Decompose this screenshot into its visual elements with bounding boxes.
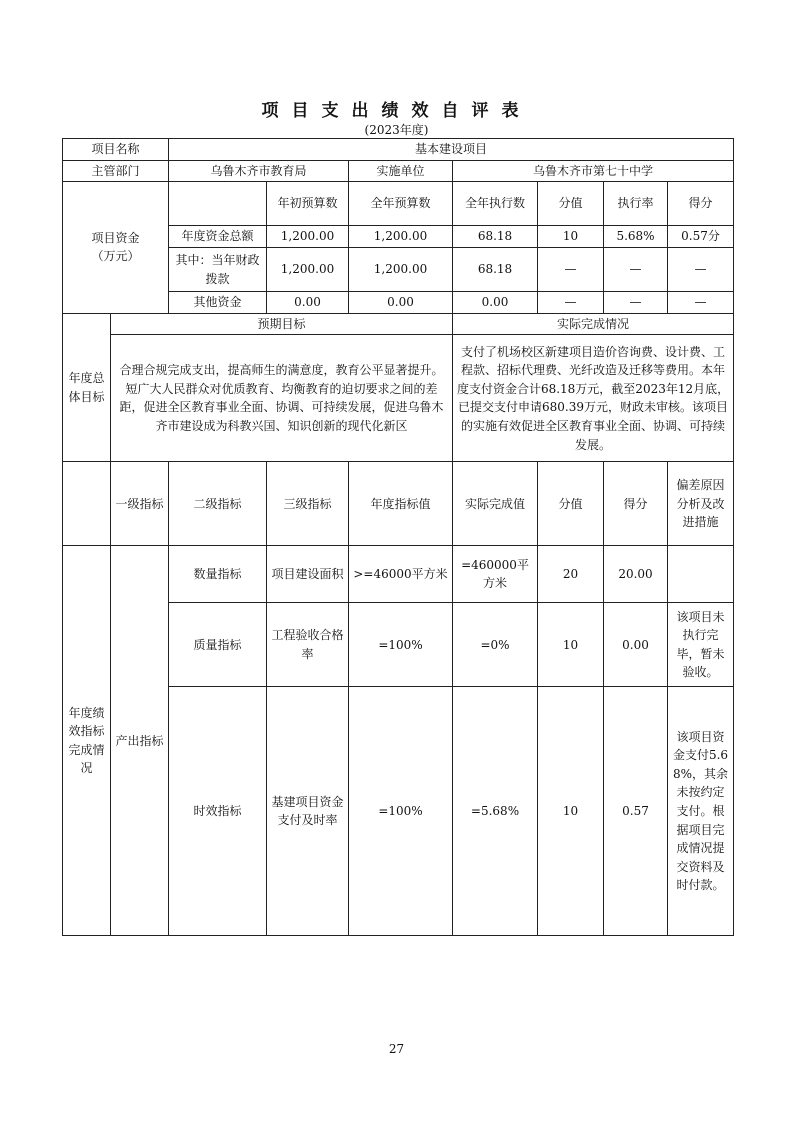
funds-cell: 10 bbox=[538, 226, 604, 248]
dept-value: 乌鲁木齐市教育局 bbox=[169, 160, 349, 182]
indicator-score-max: 10 bbox=[538, 687, 604, 936]
funds-row-name: 其他资金 bbox=[169, 292, 267, 314]
indicator-header-score: 得分 bbox=[604, 462, 668, 546]
funds-cell: 1,200.00 bbox=[349, 226, 453, 248]
indicator-note: 该项目未执行完毕，暂未验收。 bbox=[668, 603, 734, 687]
indicator-level1: 产出指标 bbox=[111, 546, 169, 936]
funds-header-score-max: 分值 bbox=[538, 182, 604, 226]
project-name-label: 项目名称 bbox=[63, 139, 169, 161]
funds-cell: 1,200.00 bbox=[267, 248, 349, 292]
indicator-header-level3: 三级指标 bbox=[267, 462, 349, 546]
report-year: (2023年度) bbox=[364, 123, 429, 137]
indicator-note bbox=[668, 546, 734, 603]
indicator-header-level2: 二级指标 bbox=[169, 462, 267, 546]
funds-row-name: 其中：当年财政拨款 bbox=[169, 248, 267, 292]
impl-unit-value: 乌鲁木齐市第七十中学 bbox=[453, 160, 734, 182]
indicator-actual: =5.68% bbox=[453, 687, 538, 936]
funds-cell: — bbox=[538, 248, 604, 292]
goals-actual-header: 实际完成情况 bbox=[453, 313, 734, 335]
indicator-target: =100% bbox=[349, 603, 453, 687]
project-name-value: 基本建设项目 bbox=[169, 139, 734, 161]
indicator-note: 该项目资金支付5.68%，其余未按约定支付。根据项目完成情况提交资料及时付款。 bbox=[668, 687, 734, 936]
indicator-level2: 数量指标 bbox=[169, 546, 267, 603]
indicator-header-deviation: 偏差原因分析及改进措施 bbox=[668, 462, 734, 546]
indicator-target: >=46000平方米 bbox=[349, 546, 453, 603]
funds-cell: — bbox=[604, 248, 668, 292]
indicator-header-blank bbox=[63, 462, 111, 546]
funds-cell: — bbox=[668, 292, 734, 314]
indicator-score: 0.57 bbox=[604, 687, 668, 936]
page-title: 项目支出绩效自评表 bbox=[261, 101, 532, 121]
indicator-actual: =460000平方米 bbox=[453, 546, 538, 603]
indicator-header-score-max: 分值 bbox=[538, 462, 604, 546]
goals-actual-text: 支付了机场校区新建项目造价咨询费、设计费、工程款、招标代理费、光纤改造及迁移等费用。本年度支付资金合计68.18万元，截至2023年12月底，已提交支付申请680.39万元，财政未审核。该项目的实施有效促进全区教育事业全面、协调、可持续发展。 bbox=[453, 335, 734, 462]
indicator-level2: 质量指标 bbox=[169, 603, 267, 687]
funds-cell: 0.00 bbox=[349, 292, 453, 314]
indicator-header-actual: 实际完成值 bbox=[453, 462, 538, 546]
goals-expected-text: 合理合规完成支出，提高师生的满意度，教育公平显著提升。短广大人民群众对优质教育、均衡教育的迫切要求之间的差距，促进全区教育事业全面、协调、可持续发展，促进乌鲁木齐市建设成为科教兴国、知识创新的现代化新区 bbox=[111, 335, 453, 462]
funds-cell: 0.57分 bbox=[668, 226, 734, 248]
indicator-score-max: 10 bbox=[538, 603, 604, 687]
indicator-actual: =0% bbox=[453, 603, 538, 687]
indicator-header-level1: 一级指标 bbox=[111, 462, 169, 546]
indicator-level3: 工程验收合格率 bbox=[267, 603, 349, 687]
funds-header-executed: 全年执行数 bbox=[453, 182, 538, 226]
funds-header-annual: 全年预算数 bbox=[349, 182, 453, 226]
funds-cell: 0.00 bbox=[267, 292, 349, 314]
indicators-section-label: 年度绩效指标完成情况 bbox=[63, 546, 111, 936]
funds-row-name: 年度资金总额 bbox=[169, 226, 267, 248]
funds-cell: 5.68% bbox=[604, 226, 668, 248]
funds-cell: 68.18 bbox=[453, 248, 538, 292]
funds-cell: — bbox=[668, 248, 734, 292]
indicator-header-target: 年度指标值 bbox=[349, 462, 453, 546]
impl-unit-label: 实施单位 bbox=[349, 160, 453, 182]
funds-cell: 1,200.00 bbox=[267, 226, 349, 248]
dept-label: 主管部门 bbox=[63, 160, 169, 182]
goals-label: 年度总体目标 bbox=[63, 313, 111, 462]
page-number: 27 bbox=[388, 1042, 405, 1056]
funds-header-blank bbox=[169, 182, 267, 226]
indicator-level3: 基建项目资金支付及时率 bbox=[267, 687, 349, 936]
funds-header-initial: 年初预算数 bbox=[267, 182, 349, 226]
indicator-score: 20.00 bbox=[604, 546, 668, 603]
indicator-level3: 项目建设面积 bbox=[267, 546, 349, 603]
funds-cell: — bbox=[604, 292, 668, 314]
funds-label: 项目资金 （万元） bbox=[63, 182, 169, 314]
indicator-target: =100% bbox=[349, 687, 453, 936]
performance-table bbox=[62, 138, 734, 936]
funds-cell: 1,200.00 bbox=[349, 248, 453, 292]
goals-expected-header: 预期目标 bbox=[111, 313, 453, 335]
indicator-score: 0.00 bbox=[604, 603, 668, 687]
indicator-score-max: 20 bbox=[538, 546, 604, 603]
indicator-level2: 时效指标 bbox=[169, 687, 267, 936]
funds-header-score: 得分 bbox=[668, 182, 734, 226]
funds-header-rate: 执行率 bbox=[604, 182, 668, 226]
funds-cell: — bbox=[538, 292, 604, 314]
funds-cell: 68.18 bbox=[453, 226, 538, 248]
funds-cell: 0.00 bbox=[453, 292, 538, 314]
